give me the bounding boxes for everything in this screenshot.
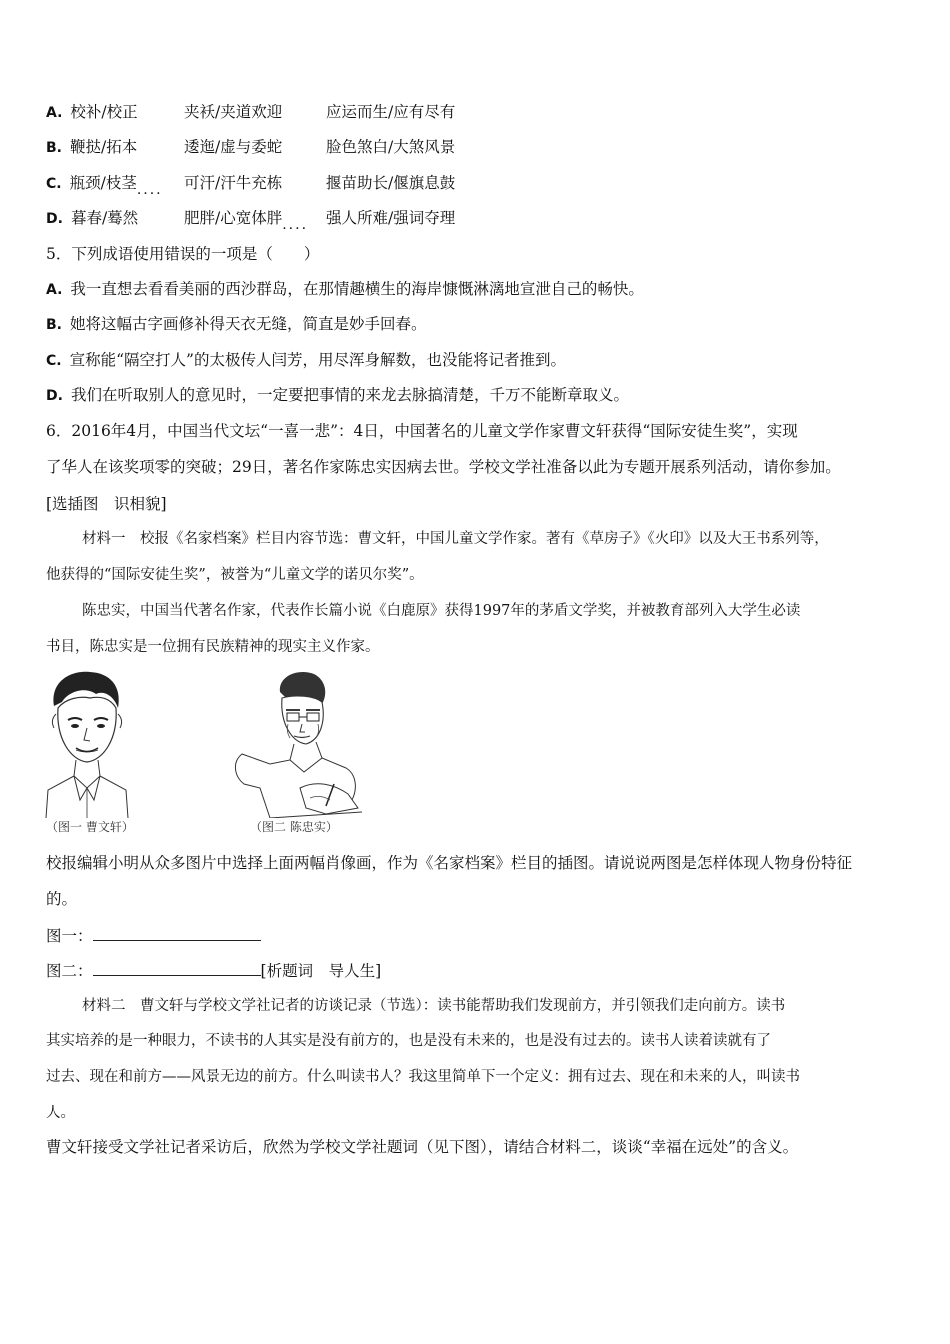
task1-line2: 的。 <box>46 890 78 908</box>
section-heading-1: [选插图 识相貌] <box>46 495 167 513</box>
option-c1: 暮春/蓦然 <box>70 209 139 227</box>
q6-stem-line2: 了华人在该奖项零的突破；29日，著名作家陈忠实因病去世。学校文学社准备以此为专题开展系列活动，请你参加。 <box>46 458 841 476</box>
material2-line2: 其实培养的是一种眼力，不读书的人其实是没有前方的，也是没有未来的，也是没有过去的。读书人读着读就有了 <box>46 1033 771 1049</box>
material1-p2b: 书目，陈忠实是一位拥有民族精神的现实主义作家。 <box>46 639 380 655</box>
figure1-caption: （图一 曹文轩） <box>46 820 134 834</box>
section-heading-2: [析题词 导人生] <box>260 962 382 980</box>
figure2-answer-blank[interactable] <box>93 960 261 976</box>
option-c1: 瓶颈/枝茎 <box>69 174 137 192</box>
option-label: A. <box>46 282 63 298</box>
option-label: B. <box>46 140 62 156</box>
material2-line3: 过去、现在和前方——风景无边的前方。什么叫读书人？我这里简单下一个定义：拥有过去、现在和未来的人，叫读书 <box>46 1069 800 1085</box>
option-c3: 强人所难/强词夺理 <box>326 209 456 227</box>
figure2-caption: （图二 陈忠实） <box>250 820 338 834</box>
option-label: A. <box>46 105 63 121</box>
q5-option-d-text: 我们在听取别人的意见时，一定要把事情的来龙去脉搞清楚，千万不能断章取义。 <box>70 386 629 404</box>
emphasis-dots: .... <box>136 182 163 198</box>
material1-p1a: 材料一 校报《名家档案》栏目内容节选：曹文轩，中国儿童文学作家。著有《草房子》《火印》以及大王书系列等， <box>82 531 829 547</box>
figure1-answer-blank[interactable] <box>93 925 261 941</box>
option-c3: 应运而生/应有尽有 <box>326 103 456 121</box>
figure1-answer-label: 图一： <box>46 927 93 945</box>
emphasis-dots: .... <box>282 217 309 233</box>
option-label: C. <box>46 176 62 192</box>
option-c2: 逶迤/虚与委蛇 <box>184 138 283 156</box>
option-c1: 鞭挞/拓本 <box>70 138 138 156</box>
option-c2: 肥胖/心宽体胖 <box>184 209 283 227</box>
q6-stem-line1: 6．2016年4月，中国当代文坛“一喜一悲”：4日，中国著名的儿童文学作家曹文轩获得“国际安徒生奖”，实现 <box>46 422 798 440</box>
figure2-answer-label: 图二： <box>46 962 93 980</box>
option-label: C. <box>46 353 62 369</box>
task2-line: 曹文轩接受文学社记者采访后，欣然为学校文学社题词（见下图），请结合材料二，谈谈“幸福在远处”的含义。 <box>46 1138 799 1156</box>
option-c3: 揠苗助长/偃旗息鼓 <box>326 174 456 192</box>
q5-option-b-text: 她将这幅古字画修补得天衣无缝，简直是妙手回春。 <box>70 315 427 333</box>
option-label: D. <box>46 388 63 404</box>
task1-line1: 校报编辑小明从众多图片中选择上面两幅肖像画，作为《名家档案》栏目的插图。请说说两图是怎样体现人物身份特征 <box>46 854 853 872</box>
material2-line1: 材料二 曹文轩与学校文学社记者的访谈记录（节选）：读书能帮助我们发现前方，并引领我们走向前方。读书 <box>82 998 786 1014</box>
material1-p1b: 他获得的“国际安徒生奖”，被誉为“儿童文学的诺贝尔奖”。 <box>46 567 424 583</box>
option-label: B. <box>46 317 62 333</box>
material2-line4: 人。 <box>46 1105 75 1121</box>
option-c3: 脸色煞白/大煞风景 <box>326 138 456 156</box>
portrait-chen-zhongshi <box>230 668 370 818</box>
option-label: D. <box>46 211 63 227</box>
portrait-cao-wenxuan <box>40 668 132 818</box>
q5-option-c-text: 宣称能“隔空打人”的太极传人闫芳，用尽浑身解数，也没能将记者推到。 <box>69 351 566 369</box>
material1-p2a: 陈忠实，中国当代著名作家，代表作长篇小说《白鹿原》获得1997年的茅盾文学奖，并被教育部列入大学生必读 <box>82 603 801 619</box>
q5-stem: 5．下列成语使用错误的一项是（ ） <box>46 245 320 263</box>
option-c1: 校补/校正 <box>70 103 138 121</box>
option-c2: 夹袄/夹道欢迎 <box>184 103 283 121</box>
q5-option-a-text: 我一直想去看看美丽的西沙群岛，在那情趣横生的海岸慷慨淋漓地宣泄自己的畅快。 <box>70 280 644 298</box>
option-c2: 可汗/汗牛充栋 <box>184 174 283 192</box>
